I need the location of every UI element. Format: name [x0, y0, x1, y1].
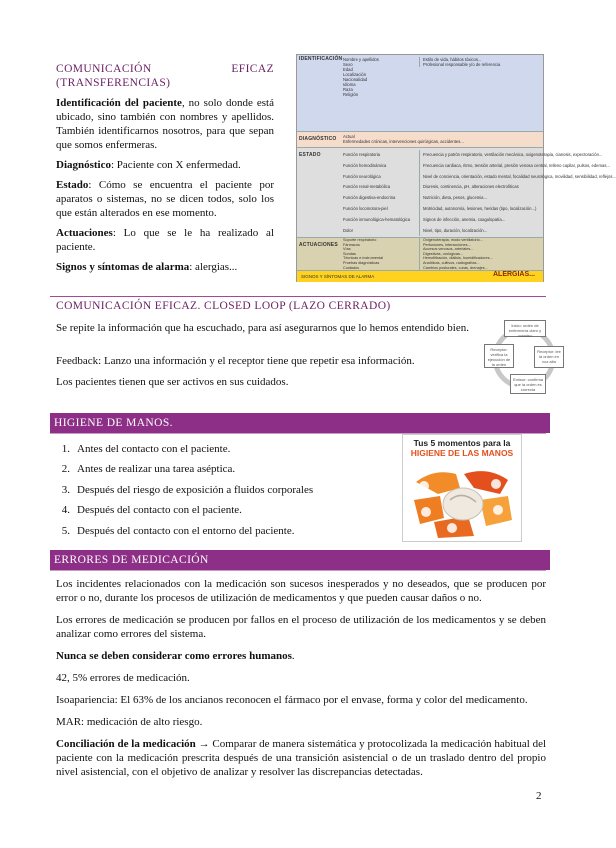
- poster-title-line1: Tus 5 momentos para la: [413, 438, 511, 448]
- list-item: [50, 462, 380, 476]
- paragraph-signos: [56, 260, 274, 274]
- label-identificacion: IDENTIFICACIÓN: [299, 56, 343, 62]
- item-text: Antes de realizar una tarea aséptica.: [77, 463, 236, 475]
- paragraph-diagnostico: [56, 158, 274, 172]
- list-item: Religión: [343, 92, 359, 97]
- errores-paragraph-4: 42, 5% errores de medicación.: [56, 672, 190, 684]
- list-item: Función renal-metabólica: [343, 184, 391, 190]
- hand-hygiene-poster: [402, 434, 522, 542]
- errores-paragraph-6: MAR: medicación de alto riesgo.: [56, 716, 203, 728]
- text-diagnostico: : Paciente con X enfermedad.: [111, 159, 241, 171]
- table-row-estado: [297, 148, 616, 238]
- errores-content: [56, 577, 546, 779]
- actuaciones-col2: [419, 238, 545, 270]
- list-item: Soporte respiratorio: [343, 238, 377, 242]
- list-item: Nacionalidad: [343, 77, 368, 82]
- list-item: Signos de infección, anemia, coagulopatía...: [423, 216, 506, 222]
- list-item: Digestivas, urológicas...: [423, 251, 464, 256]
- label-diagnostico: DIAGNÓSTICO: [299, 136, 337, 142]
- list-item: Diuresis, continencia, pH, alteraciones electrolíticas: [423, 184, 519, 190]
- term-signos: Signos y síntomas de alarma: [56, 261, 190, 273]
- section-header-higiene: [50, 413, 550, 433]
- title-part-a: COMUNICACIÓN: [56, 63, 152, 75]
- item-number: 1.: [61, 443, 70, 455]
- term-actuaciones: Actuaciones: [56, 227, 113, 239]
- list-item: Función neurológica: [343, 173, 381, 179]
- term-identificacion: Identificación del paciente: [56, 97, 182, 109]
- list-item: Función respiratoria: [343, 152, 381, 157]
- label-alergias: ALERGIAS...: [492, 271, 535, 278]
- item-text: Después del riesgo de exposición a fluidos corporales: [77, 484, 314, 496]
- list-item: Sondas: [343, 251, 356, 256]
- list-item: Idioma: [343, 82, 356, 87]
- table-row-actuaciones: [297, 238, 543, 271]
- list-item: Estilo de vida, hábitos tóxicos...: [423, 57, 482, 62]
- list-item: Profesional responsable y/o de referencia: [423, 62, 501, 67]
- errores-emphasis: Nunca se deben considerar como errores humanos: [56, 650, 292, 662]
- item-number: 3.: [61, 484, 70, 496]
- errores-paragraph-1: Los incidentes relacionados con la medicación son sucesos inesperados y no deseados, que se producen por error o no, durante los procesos de utilización de medicamentos y que pueden causar daños o no.: [56, 578, 546, 604]
- page-number: 2: [536, 790, 542, 802]
- list-item: Cambios posturales, curas, drenajes...: [423, 265, 488, 270]
- transfer-table-image: [296, 54, 616, 282]
- list-item: Técnicas e instrumental: [343, 256, 384, 261]
- list-item: Edad: [343, 67, 353, 72]
- list-item: Frecuencia cardiaca, ritmo, tensión arterial, presión venosa central, relleno capilar, pulsos, edemas...: [423, 162, 610, 168]
- item-text: Antes del contacto con el paciente.: [77, 443, 231, 455]
- list-item: Pruebas diagnósticas: [343, 260, 380, 265]
- actuaciones-col1: [343, 238, 411, 270]
- errores-paragraph-2: Los errores de medicación se producen por fallos en el proceso de utilización de los medicamentos y se deben analizar como errores del sistema.: [56, 614, 546, 640]
- diagram-step-right: Receptor: lee la orden en voz alta: [534, 346, 564, 368]
- table-row-identificacion: [297, 55, 543, 132]
- list-item: [50, 483, 380, 497]
- item-text: Después del contacto con el entorno del paciente.: [77, 525, 295, 537]
- text-conciliacion-rest: habitual del paciente con la medicación prescrita después de una transición asistencial o de un traslado dentro del propio nivel asistencial, con el objetivo de analizar y resolver las discrepancias detectadas.: [56, 738, 547, 778]
- diagram-step-left: Receptor: verifica la ejecución de la orden: [484, 344, 514, 368]
- hand-hygiene-illustration-icon: [404, 460, 522, 542]
- text-actuaciones: : Lo que se le ha realizado al paciente.: [56, 227, 274, 253]
- item-text: Después del contacto con el paciente.: [77, 504, 242, 516]
- closed-loop-diagram: [484, 318, 564, 396]
- list-item: Función hemodinámica: [343, 162, 387, 168]
- list-item: Nivel de conciencia, orientación, estado mental, focalidad neurológica, movilidad, sensibilidad, reflejos...: [423, 173, 616, 179]
- label-actuaciones: ACTUACIONES: [299, 242, 338, 248]
- poster-title-line2: HIGIENE DE LAS MANOS: [410, 448, 514, 458]
- list-item: Enfermedades crónicas, intervenciones quirúrgicas, accidentes...: [343, 139, 464, 144]
- list-item: Frecuencia y patrón respiratorio, ventilación mecánica, oxigenoterapia, cianosis, expectoración...: [423, 152, 603, 157]
- item-number: 4.: [61, 504, 70, 516]
- diagram-step-top: Inicio: orden de enfermería claro y conciso: [504, 320, 546, 337]
- estado-col1: [343, 150, 411, 236]
- paragraph-estado: [56, 178, 274, 220]
- section-subtitle-transferencias: (TRANSFERENCIAS): [56, 77, 171, 89]
- table-row-diagnostico: [297, 132, 543, 148]
- list-item: Función locomotora-piel: [343, 205, 388, 211]
- comunicacion-section: [56, 62, 274, 274]
- term-estado: Estado: [56, 179, 89, 191]
- section-title-errores: ERRORES DE MEDICACIÓN: [54, 554, 209, 566]
- list-item: Nutrición, dieta, pesos, glucemia...: [423, 195, 488, 201]
- divider-closed-loop: [50, 296, 546, 297]
- list-item: [50, 503, 380, 517]
- text-estado: : Cómo se encuentra el paciente por aparatos o sistemas, no se dicen todos, solo los que están alterados en ese momento.: [56, 179, 274, 219]
- section-title-closed-loop: COMUNICACIÓN EFICAZ. CLOSED LOOP (LAZO CERRADO): [56, 300, 391, 312]
- identificacion-col1: [343, 57, 411, 97]
- list-item: Sexo: [343, 62, 353, 67]
- list-item: Nombre y apellidos: [343, 57, 379, 62]
- list-item: Localización: [343, 72, 367, 77]
- list-item: Función inmunológica-hematológica: [343, 216, 411, 222]
- errores-paragraph-5: Isoapariencia: El 63% de los ancianos reconocen el fármaco por el envase, forma y color del medicamento.: [56, 694, 528, 706]
- closed-loop-paragraph-3: Los pacientes tienen que ser activos en sus cuidados.: [56, 376, 289, 388]
- estado-col2: [419, 150, 616, 236]
- list-item: Motricidad, autonomía, lesiones, heridas (tipo, localización...): [423, 205, 537, 211]
- list-item: Vías: [343, 247, 351, 252]
- errores-paragraph-3: [56, 649, 546, 663]
- errores-emphasis-end: .: [291, 650, 295, 662]
- label-signos-alarma: SIGNOS Y SÍNTOMAS DE ALARMA: [301, 274, 375, 279]
- list-item: Raza: [343, 87, 353, 92]
- list-item: [50, 442, 380, 456]
- section-title-higiene: HIGIENE DE MANOS.: [54, 417, 173, 429]
- item-number: 5.: [61, 525, 70, 537]
- list-item: Hemofiltración, diálisis, humidificadores...: [423, 256, 493, 261]
- list-item: Analíticas, cultivos, radiografías...: [423, 260, 480, 265]
- list-item: Oxigenoterapia, modo ventilatorio...: [423, 238, 483, 242]
- errores-paragraph-7: [56, 737, 546, 779]
- paragraph-actuaciones: [56, 226, 274, 254]
- paragraph-identificacion: [56, 96, 274, 152]
- section-title-comunicacion: [56, 62, 274, 76]
- text-conciliacion-arrow: → Comparar de manera sistemática y protocolizada la medicación: [195, 738, 492, 750]
- title-part-b: EFICAZ: [231, 63, 274, 75]
- text-identificacion: , no solo donde está ubicado, sino también con nombres y apellidos. También identificarnos nosotros, para que sepan que somos enfermeras.: [56, 97, 274, 151]
- list-item: Nivel, tipo, duración, localización...: [423, 227, 488, 233]
- list-item: Actual: [343, 134, 355, 139]
- list-item: Accesos venosos, arteriales...: [423, 247, 474, 252]
- divider-errores: [50, 570, 546, 571]
- identificacion-col2: [419, 57, 545, 67]
- list-item: Cuidados: [343, 265, 360, 270]
- list-item: Función digestiva-endocrina: [343, 195, 396, 201]
- term-conciliacion: Conciliación de la medicación: [56, 738, 196, 750]
- closed-loop-paragraph-1: Se repite la información que ha escuchado, para así asegurarnos que lo hemos entendido bien.: [56, 322, 469, 334]
- item-number: 2.: [61, 463, 70, 475]
- diagnostico-col: [343, 134, 541, 144]
- list-item: Perfusiones, interacciones...: [423, 242, 471, 247]
- list-item: Dolor: [343, 227, 354, 233]
- text-signos: : alergias...: [189, 261, 238, 273]
- closed-loop-paragraph-2: Feedback: Lanzo una información y el receptor tiene que repetir esa información.: [56, 355, 415, 367]
- term-diagnostico: Diagnóstico: [56, 159, 111, 171]
- list-item: Fármacos: [343, 242, 360, 247]
- table-row-signos: [297, 271, 543, 282]
- diagram-step-bottom: Emisor: confirma que la orden es correcta: [510, 374, 546, 394]
- hand-hygiene-list: [50, 442, 380, 538]
- label-estado: ESTADO: [299, 152, 321, 158]
- section-header-errores: [50, 550, 550, 570]
- list-item: [50, 524, 380, 538]
